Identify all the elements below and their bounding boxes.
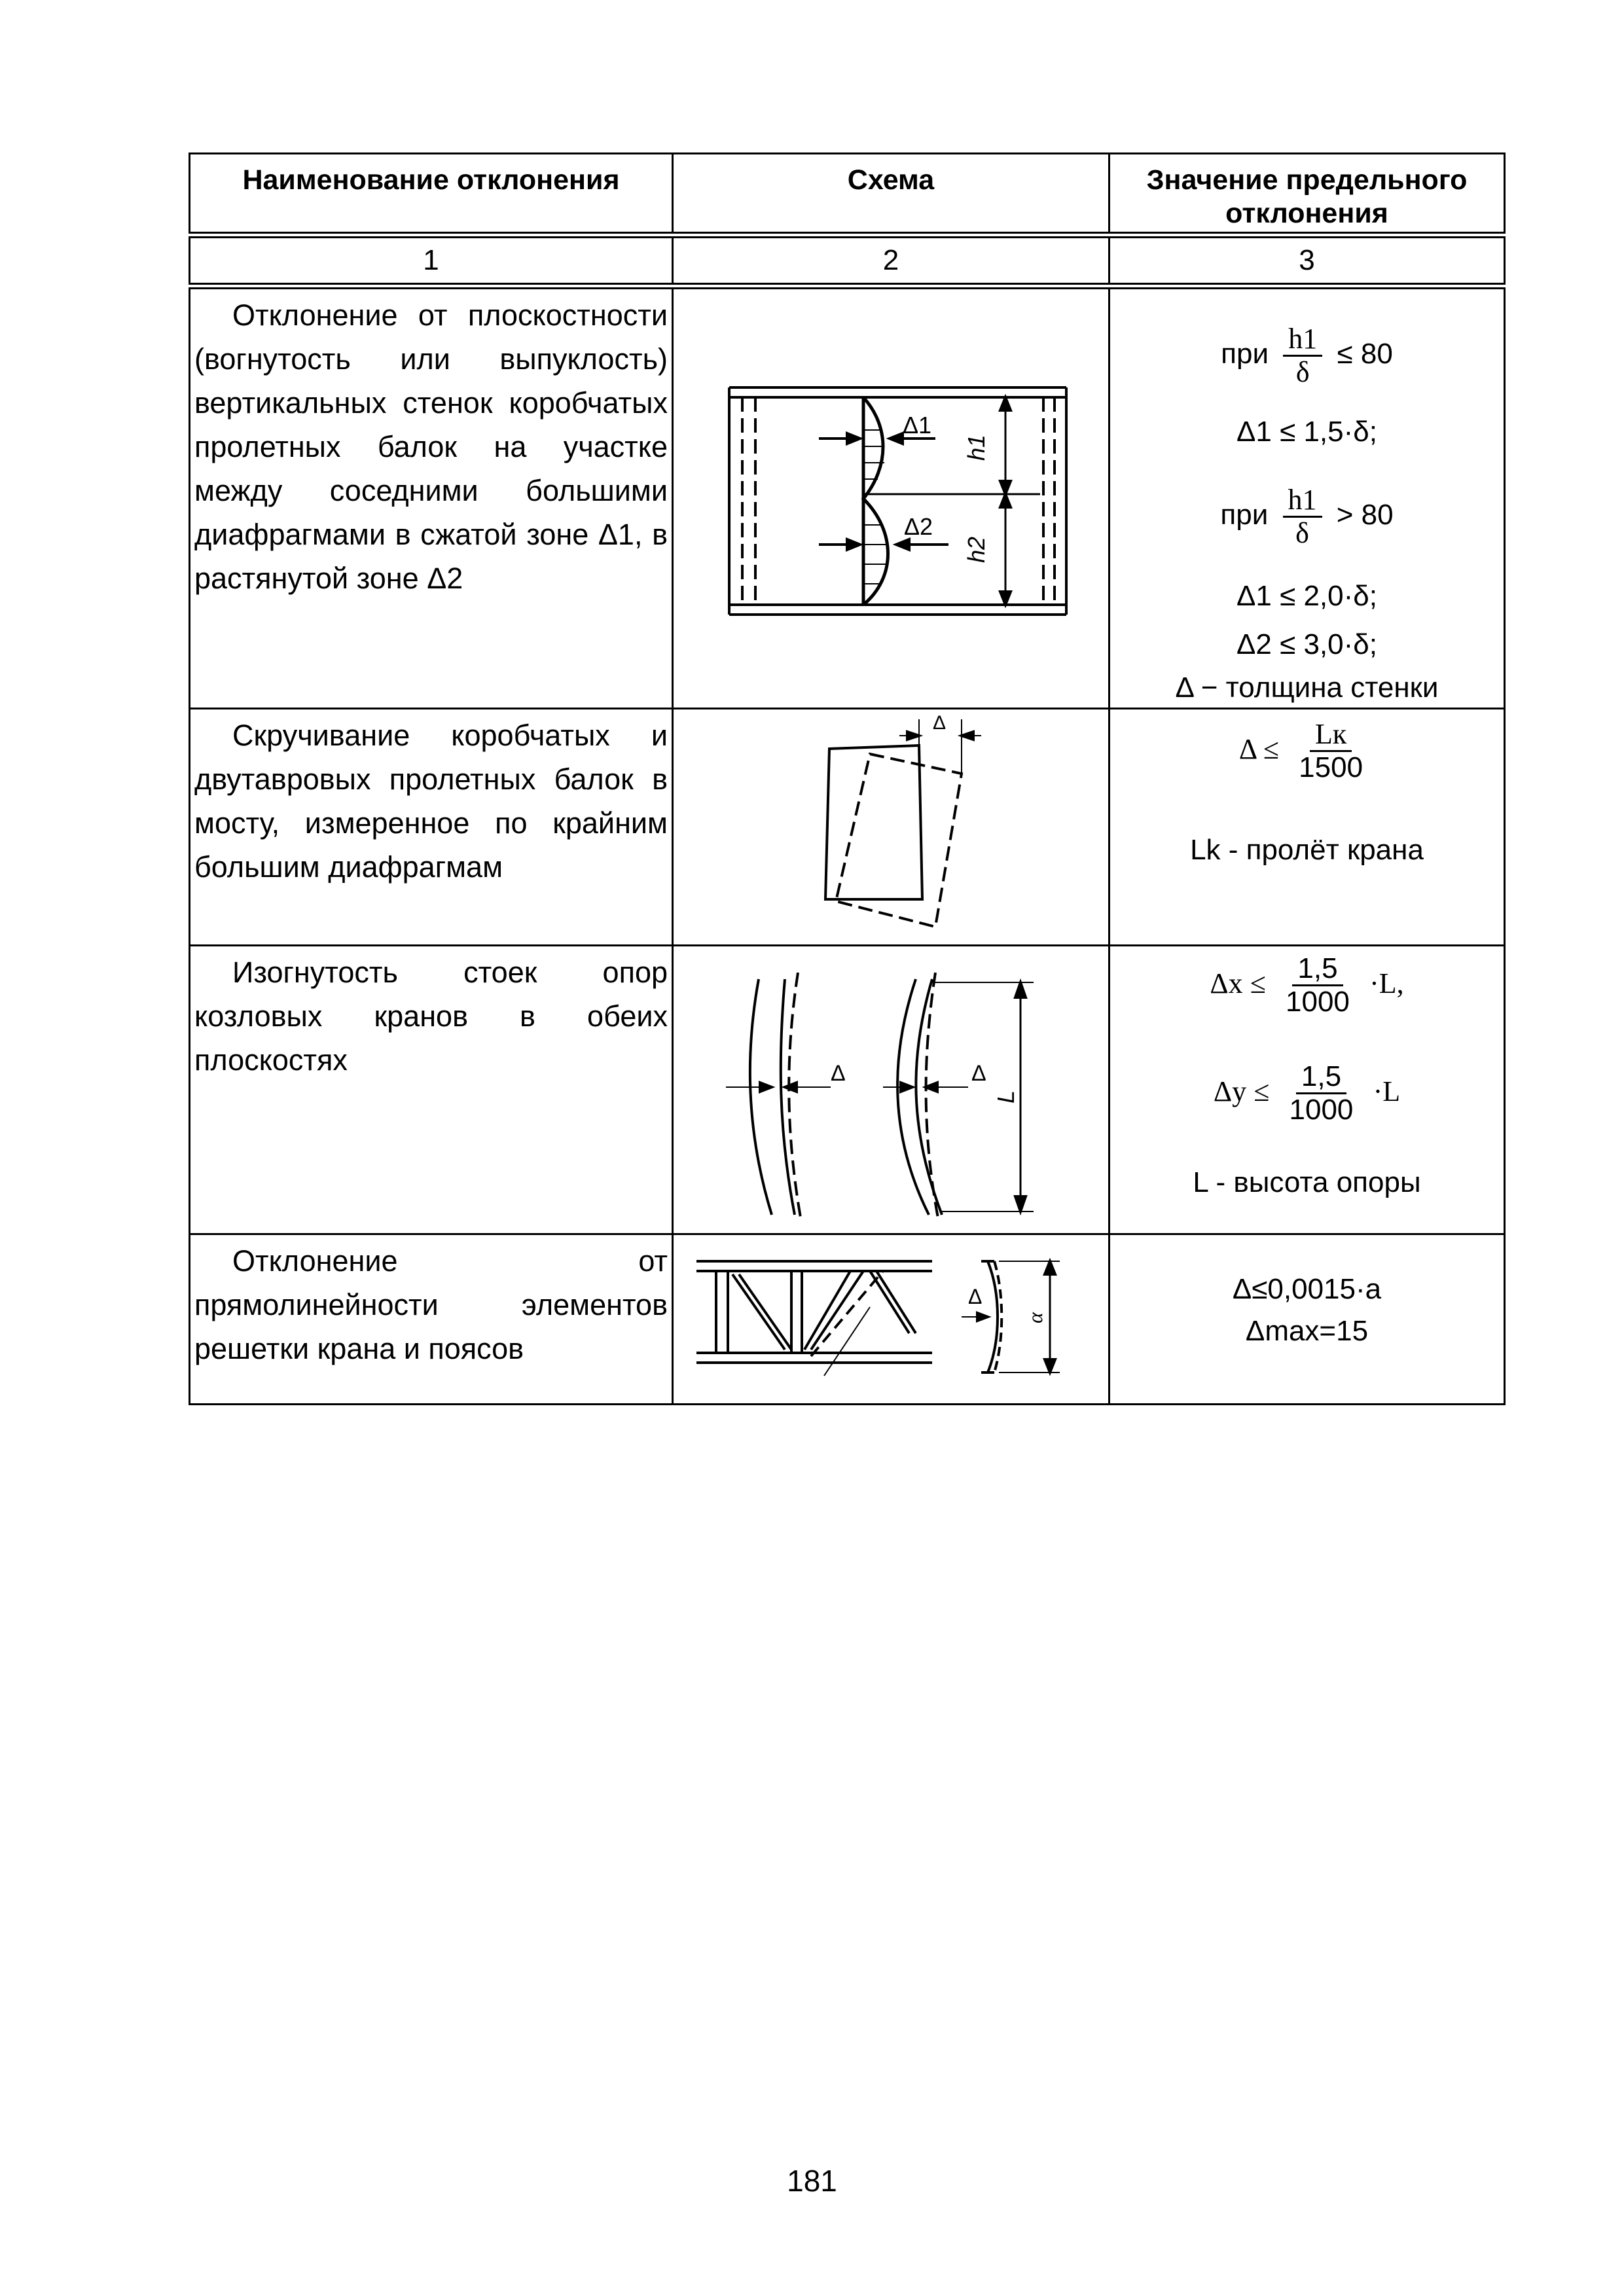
row1-line1: Δ1 ≤ 1,5·δ; [1236,415,1377,448]
row1-note: Δ − толщина стенки [1175,671,1439,704]
row2-schema [673,709,1110,946]
header-schema: Схема [673,154,1110,235]
delta-label-left: Δ [831,1061,846,1086]
delta-label-right: Δ [971,1061,986,1086]
row2-value [1110,709,1505,946]
row3-schema [673,946,1110,1234]
h1-delta-fraction-2: $\frac{h1}{\delta}$ [1283,484,1322,549]
h2-label: h2 [963,536,990,563]
a-label: α [1023,1312,1047,1323]
L-label: L [992,1090,1019,1103]
h1-label: h1 [963,434,990,461]
header-row [190,154,1505,235]
row2-description: Скручивание коробчатых и двутавровых пролетных балок в мосту, измеренное по крайним большим диафрагмам [190,709,673,946]
row1-cond1: при $\frac{h1}{\delta}$ ≤ 80 [1221,322,1393,388]
table-row [190,946,1505,1234]
row1-value [1110,286,1505,709]
row3-formula-y: Δy ≤ $\frac{1,5}{1000}$ ·L [1213,1060,1401,1126]
row4-description: Отклонение от прямолинейности элементов решетки крана и поясов [190,1234,673,1405]
table-row [190,1234,1505,1405]
row1-line3: Δ2 ≤ 3,0·δ; [1236,628,1377,660]
column-number-row [190,235,1505,286]
row1-line2: Δ1 ≤ 2,0·δ; [1236,579,1377,612]
box-girder-web-diagram [674,289,1110,712]
table-row [190,286,1505,709]
row1-schema [673,286,1110,709]
row4-line2: Δmax=15 [1245,1315,1369,1347]
h1-delta-fraction: $\frac{h1}{\delta}$ [1283,323,1322,388]
row4-schema [673,1234,1110,1405]
row3-note: L - высота опоры [1193,1166,1421,1198]
gantry-leg-bending-diagram [674,946,1110,1235]
delta-label: Δ [968,1285,983,1308]
row1-cond2: при $\frac{h1}{\delta}$ > 80 [1220,483,1394,549]
lattice-straightness-diagram [674,1235,1110,1405]
page-number: 181 [787,2164,837,2198]
header-value: Значение предельного отклонения [1110,154,1505,235]
deviation-table [189,152,1506,1405]
lk-fraction: $\frac{Lк}{1500}$ [1299,718,1363,783]
row4-line1: Δ≤0,0015·a [1232,1273,1382,1305]
girder-twist-diagram [674,709,1110,946]
delta-label: Δ [933,712,947,734]
row3-description: Изогнутость стоек опор козловых кранов в обеих плоскостях [190,946,673,1234]
y-fraction: $\frac{1,5}{1000}$ [1289,1060,1354,1126]
delta1-label: Δ1 [903,411,932,439]
row1-description: Отклонение от плоскостности (вогнутость или выпуклость) вертикальных стенок коробчатых пролетных балок на участке между соседними большими диафрагмами в сжатой зоне Δ1, в растянутой зоне Δ2 [190,286,673,709]
delta2-label: Δ2 [904,512,933,540]
row2-formula: Δ ≤ $\frac{Lк}{1500}$ [1110,719,1504,783]
x-fraction: $\frac{1,5}{1000}$ [1286,952,1350,1018]
table-row [190,709,1505,946]
col-num-1: 1 [190,235,673,286]
col-num-3: 3 [1110,235,1505,286]
row3-formula-x: Δx ≤ $\frac{1,5}{1000}$ ·L, [1210,952,1404,1018]
col-num-2: 2 [673,235,1110,286]
row2-note: Lk - пролёт крана [1190,834,1424,866]
row4-value [1110,1234,1505,1405]
header-name: Наименование отклонения [190,154,673,235]
row3-value [1110,946,1505,1234]
